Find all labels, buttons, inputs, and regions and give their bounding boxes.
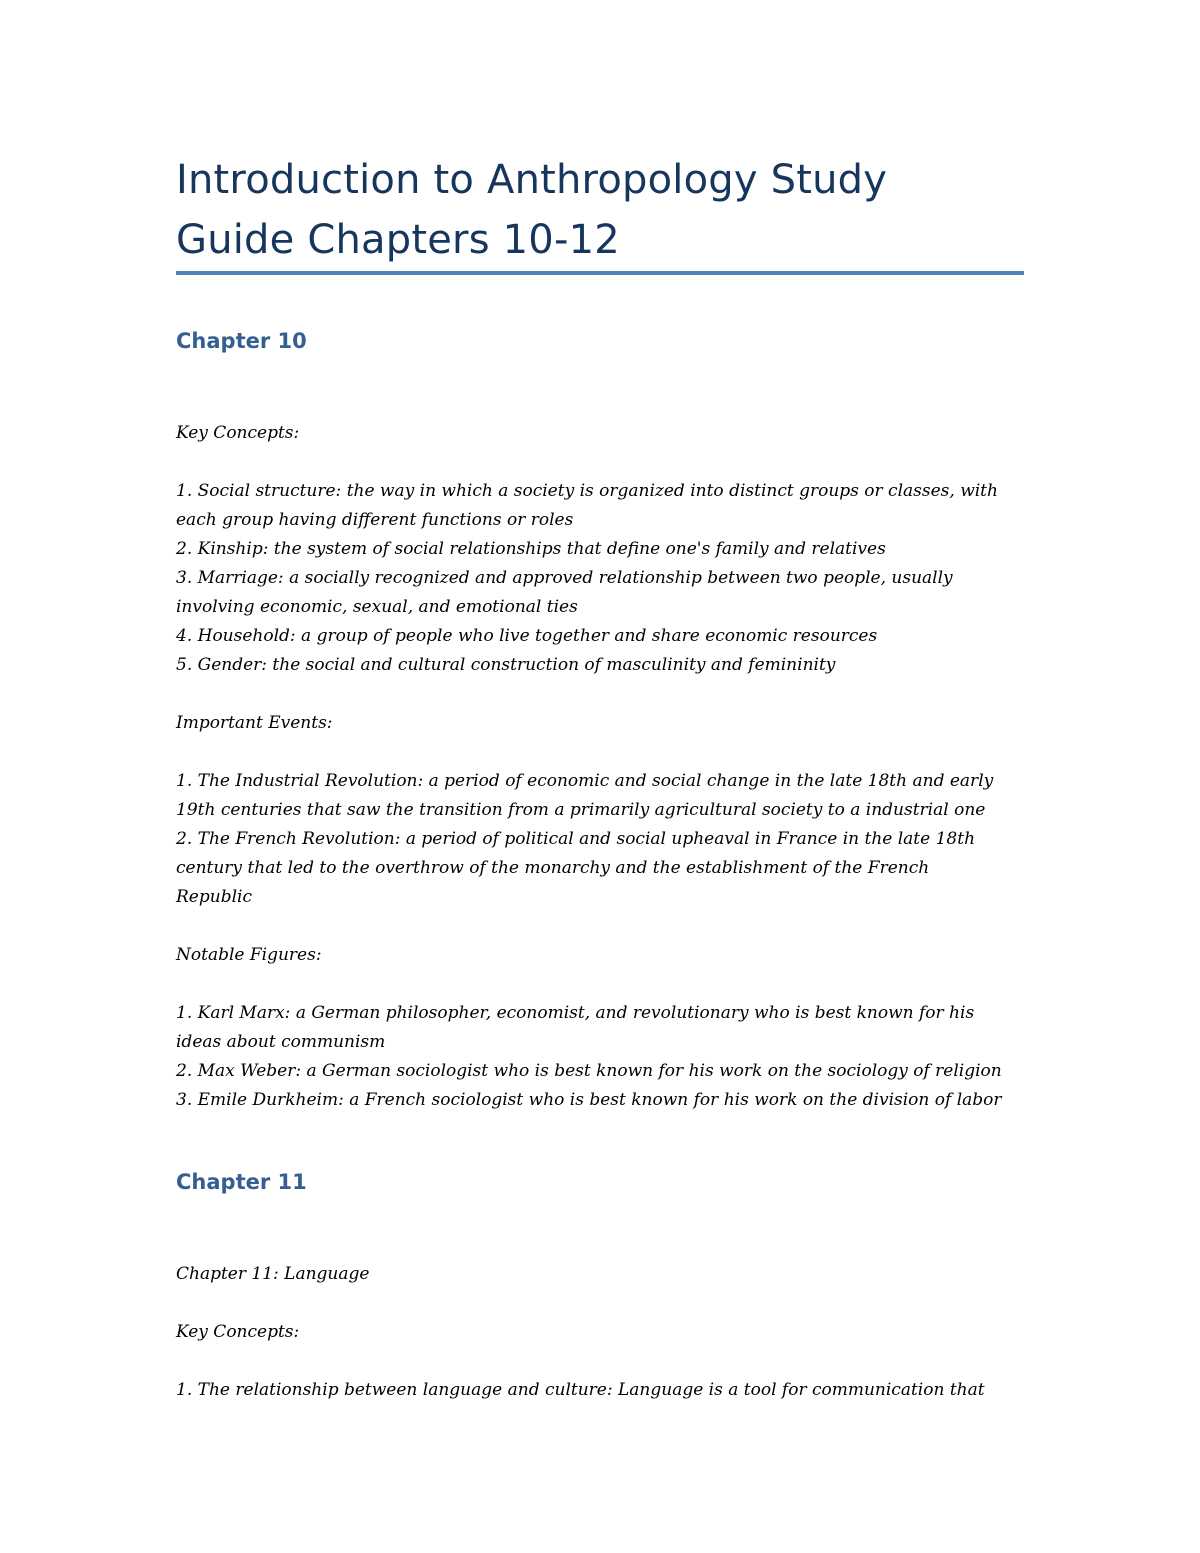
ch10-key-concepts-label: Key Concepts: (176, 423, 300, 443)
list-item: 1. Karl Marx: a German philosopher, economist, and revolutionary who is best known for his (176, 1003, 975, 1023)
ch10-events-label: Important Events: (176, 713, 333, 733)
list-item: 1. Social structure: the way in which a society is organized into distinct groups or classes, with (176, 481, 998, 501)
list-item: 2. Max Weber: a German sociologist who is best known for his work on the sociology of religion (176, 1061, 1002, 1081)
ch10-events-list (176, 767, 1036, 912)
chapter-11-heading: Chapter 11 (176, 1170, 307, 1194)
ch11-key-concepts-label: Key Concepts: (176, 1322, 300, 1342)
title-line-2: Guide Chapters 10-12 (176, 217, 620, 263)
list-item: involving economic, sexual, and emotional ties (176, 597, 578, 617)
ch11-subtitle: Chapter 11: Language (176, 1264, 370, 1284)
list-item: 1. The relationship between language and culture: Language is a tool for communication that (176, 1380, 985, 1400)
ch11-key-concepts-list (176, 1376, 1036, 1405)
ch10-figures-label: Notable Figures: (176, 945, 322, 965)
list-item: 2. The French Revolution: a period of political and social upheaval in France in the late 18th (176, 829, 976, 849)
ch10-key-concepts-list (176, 477, 1036, 680)
list-item: 3. Emile Durkheim: a French sociologist who is best known for his work on the division of labor (176, 1090, 1002, 1110)
title-line-1: Introduction to Anthropology Study (176, 157, 888, 203)
title-underline-rule (176, 271, 1024, 275)
list-item: 1. The Industrial Revolution: a period of economic and social change in the late 18th and early (176, 771, 994, 791)
chapter-10-heading: Chapter 10 (176, 329, 307, 353)
list-item: Republic (176, 887, 252, 907)
list-item: ideas about communism (176, 1032, 386, 1052)
list-item: 19th centuries that saw the transition from a primarily agricultural society to a industrial one (176, 800, 986, 820)
document-title (176, 150, 996, 270)
list-item: century that led to the overthrow of the monarchy and the establishment of the French (176, 858, 930, 878)
ch10-figures-list (176, 999, 1036, 1115)
list-item: each group having different functions or roles (176, 510, 574, 530)
list-item: 2. Kinship: the system of social relationships that define one's family and relatives (176, 539, 886, 559)
list-item: 4. Household: a group of people who live together and share economic resources (176, 626, 878, 646)
list-item: 3. Marriage: a socially recognized and approved relationship between two people, usually (176, 568, 953, 588)
list-item: 5. Gender: the social and cultural construction of masculinity and femininity (176, 655, 836, 675)
